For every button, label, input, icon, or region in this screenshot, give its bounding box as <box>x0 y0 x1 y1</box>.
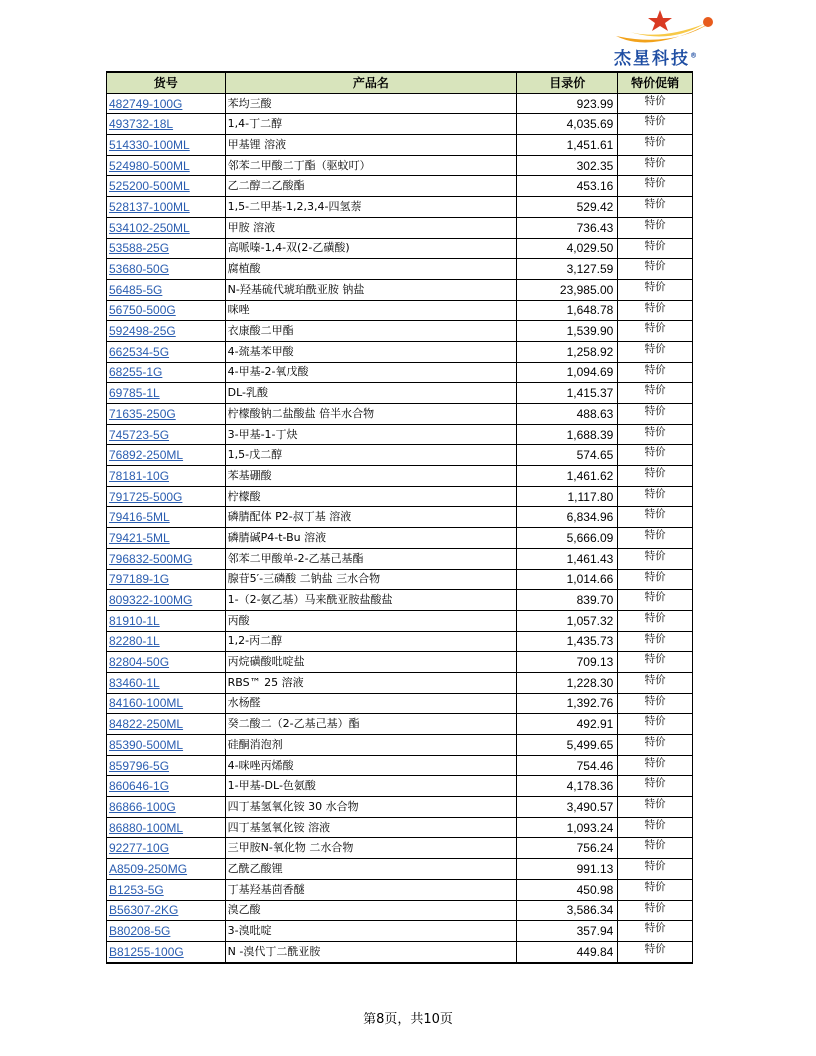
promo-label: 特价 <box>618 362 693 383</box>
table-row <box>107 197 693 218</box>
promo-label: 特价 <box>618 900 693 921</box>
table-row <box>107 135 693 156</box>
table-row <box>107 114 693 135</box>
product-name: 4-巯基苯甲酸 <box>225 341 516 362</box>
table-row <box>107 341 693 362</box>
promo-label: 特价 <box>618 755 693 776</box>
item-number-link[interactable]: 53680-50G <box>107 259 226 280</box>
catalog-price: 1,461.43 <box>517 548 618 569</box>
product-name: 咪唑 <box>225 300 516 321</box>
item-number-link[interactable]: 534102-250ML <box>107 217 226 238</box>
product-name: 乙二醇二乙酸酯 <box>225 176 516 197</box>
table-row <box>107 507 693 528</box>
table-row <box>107 424 693 445</box>
table-row <box>107 797 693 818</box>
item-number-link[interactable]: 86866-100G <box>107 797 226 818</box>
catalog-price: 492.91 <box>517 714 618 735</box>
promo-label: 特价 <box>618 279 693 300</box>
table-row <box>107 941 693 962</box>
item-number-link[interactable]: 79416-5ML <box>107 507 226 528</box>
product-name: 苯均三酸 <box>225 93 516 114</box>
catalog-price: 1,451.61 <box>517 135 618 156</box>
item-number-link[interactable]: 85390-500ML <box>107 735 226 756</box>
promo-label: 特价 <box>618 197 693 218</box>
header-catalog-price: 目录价 <box>517 72 618 93</box>
promo-label: 特价 <box>618 548 693 569</box>
product-name: 溴乙酸 <box>225 900 516 921</box>
table-row <box>107 548 693 569</box>
catalog-price: 453.16 <box>517 176 618 197</box>
product-name: 柠檬酸钠二盐酸盐 倍半水合物 <box>225 404 516 425</box>
catalog-price: 4,178.36 <box>517 776 618 797</box>
product-name: 4-甲基-2-氧戊酸 <box>225 362 516 383</box>
item-number-link[interactable]: 82280-1L <box>107 631 226 652</box>
item-number-link[interactable]: 525200-500ML <box>107 176 226 197</box>
product-name: 磷腈配体 P2-叔丁基 溶液 <box>225 507 516 528</box>
item-number-link[interactable]: 791725-500G <box>107 486 226 507</box>
promo-label: 特价 <box>618 631 693 652</box>
table-row <box>107 817 693 838</box>
table-row <box>107 321 693 342</box>
table-row <box>107 486 693 507</box>
item-number-link[interactable]: 482749-100G <box>107 93 226 114</box>
product-name: 丙酸 <box>225 610 516 631</box>
product-name: 1,5-二甲基-1,2,3,4-四氢萘 <box>225 197 516 218</box>
promo-label: 特价 <box>618 610 693 631</box>
product-name: 1-（2-氨乙基）马来酰亚胺盐酸盐 <box>225 590 516 611</box>
catalog-price: 357.94 <box>517 921 618 942</box>
catalog-price: 1,117.80 <box>517 486 618 507</box>
catalog-price: 1,539.90 <box>517 321 618 342</box>
item-number-link[interactable]: 514330-100ML <box>107 135 226 156</box>
product-name: 衣康酸二甲酯 <box>225 321 516 342</box>
product-name: DL-乳酸 <box>225 383 516 404</box>
promo-label: 特价 <box>618 321 693 342</box>
item-number-link[interactable]: 78181-10G <box>107 466 226 487</box>
promo-label: 特价 <box>618 486 693 507</box>
table-row <box>107 610 693 631</box>
product-name: 柠檬酸 <box>225 486 516 507</box>
item-number-link[interactable]: 592498-25G <box>107 321 226 342</box>
promo-label: 特价 <box>618 404 693 425</box>
header-product-name: 产品名 <box>225 72 516 93</box>
item-number-link[interactable]: 859796-5G <box>107 755 226 776</box>
catalog-price: 5,666.09 <box>517 528 618 549</box>
promo-label: 特价 <box>618 590 693 611</box>
item-number-link[interactable]: 86880-100ML <box>107 817 226 838</box>
product-name: N-羟基硫代琥珀酰亚胺 钠盐 <box>225 279 516 300</box>
promo-label: 特价 <box>618 859 693 880</box>
header-special-promo: 特价促销 <box>618 72 693 93</box>
table-row <box>107 155 693 176</box>
item-number-link[interactable]: 81910-1L <box>107 610 226 631</box>
catalog-price: 1,093.24 <box>517 817 618 838</box>
item-number-link[interactable]: 79421-5ML <box>107 528 226 549</box>
table-row <box>107 755 693 776</box>
table-row <box>107 279 693 300</box>
table-row <box>107 528 693 549</box>
promo-label: 特价 <box>618 114 693 135</box>
catalog-price: 488.63 <box>517 404 618 425</box>
promo-label: 特价 <box>618 507 693 528</box>
product-name: 丙烷磺酸吡啶盐 <box>225 652 516 673</box>
item-number-link[interactable]: 493732-18L <box>107 114 226 135</box>
product-name: N -溴代丁二酰亚胺 <box>225 941 516 962</box>
catalog-price: 574.65 <box>517 445 618 466</box>
catalog-price: 6,834.96 <box>517 507 618 528</box>
table-row <box>107 631 693 652</box>
promo-label: 特价 <box>618 672 693 693</box>
product-name: 腺苷5′-三磷酸 二钠盐 三水合物 <box>225 569 516 590</box>
item-number-link[interactable]: 56485-5G <box>107 279 226 300</box>
promo-label: 特价 <box>618 424 693 445</box>
product-name: 3-甲基-1-丁炔 <box>225 424 516 445</box>
item-number-link[interactable]: 83460-1L <box>107 672 226 693</box>
promo-label: 特价 <box>618 135 693 156</box>
item-number-link[interactable]: 76892-250ML <box>107 445 226 466</box>
catalog-price: 529.42 <box>517 197 618 218</box>
product-name: 磷腈碱P4-t-Bu 溶液 <box>225 528 516 549</box>
catalog-price: 1,392.76 <box>517 693 618 714</box>
table-header-row <box>107 72 693 93</box>
catalog-price: 1,688.39 <box>517 424 618 445</box>
table-row <box>107 859 693 880</box>
item-number-link[interactable]: B81255-100G <box>107 941 226 962</box>
table-row <box>107 693 693 714</box>
item-number-link[interactable]: B80208-5G <box>107 921 226 942</box>
table-row <box>107 93 693 114</box>
product-name: 苯基硼酸 <box>225 466 516 487</box>
promo-label: 特价 <box>618 176 693 197</box>
item-number-link[interactable]: 528137-100ML <box>107 197 226 218</box>
item-number-link[interactable]: 56750-500G <box>107 300 226 321</box>
catalog-price: 4,035.69 <box>517 114 618 135</box>
product-name: 癸二酸二（2-乙基己基）酯 <box>225 714 516 735</box>
catalog-price: 1,648.78 <box>517 300 618 321</box>
catalog-price: 754.46 <box>517 755 618 776</box>
catalog-price: 839.70 <box>517 590 618 611</box>
table-row <box>107 735 693 756</box>
product-name: 腐植酸 <box>225 259 516 280</box>
item-number-link[interactable]: 53588-25G <box>107 238 226 259</box>
catalog-price: 23,985.00 <box>517 279 618 300</box>
promo-label: 特价 <box>618 817 693 838</box>
table-row <box>107 672 693 693</box>
catalog-price: 1,258.92 <box>517 341 618 362</box>
item-number-link[interactable]: 662534-5G <box>107 341 226 362</box>
promo-label: 特价 <box>618 693 693 714</box>
promo-label: 特价 <box>618 238 693 259</box>
catalog-price: 1,415.37 <box>517 383 618 404</box>
item-number-link[interactable]: 860646-1G <box>107 776 226 797</box>
product-name: RBS™ 25 溶液 <box>225 672 516 693</box>
table-row <box>107 900 693 921</box>
table-row <box>107 714 693 735</box>
product-name: 1-甲基-DL-色氨酸 <box>225 776 516 797</box>
product-name: 高哌嗪-1,4-双(2-乙磺酸) <box>225 238 516 259</box>
table-row <box>107 466 693 487</box>
item-number-link[interactable]: 524980-500ML <box>107 155 226 176</box>
product-name: 甲胺 溶液 <box>225 217 516 238</box>
table-row <box>107 776 693 797</box>
table-row <box>107 445 693 466</box>
item-number-link[interactable]: 68255-1G <box>107 362 226 383</box>
header-item-number: 货号 <box>107 72 226 93</box>
catalog-price: 4,029.50 <box>517 238 618 259</box>
product-name: 邻苯二甲酸单-2-乙基己基酯 <box>225 548 516 569</box>
product-name: 邻苯二甲酸二丁酯（驱蚊叮） <box>225 155 516 176</box>
table-row <box>107 383 693 404</box>
item-number-link[interactable]: B56307-2KG <box>107 900 226 921</box>
promo-label: 特价 <box>618 652 693 673</box>
page-number: 第8页，共10页 <box>363 1012 453 1027</box>
promo-label: 特价 <box>618 879 693 900</box>
product-name: 4-咪唑丙烯酸 <box>225 755 516 776</box>
promo-label: 特价 <box>618 776 693 797</box>
promo-label: 特价 <box>618 341 693 362</box>
item-number-link[interactable]: 92277-10G <box>107 838 226 859</box>
item-number-link[interactable]: 809322-100MG <box>107 590 226 611</box>
catalog-price: 1,228.30 <box>517 672 618 693</box>
item-number-link[interactable]: 797189-1G <box>107 569 226 590</box>
product-name: 四丁基氢氧化铵 溶液 <box>225 817 516 838</box>
promo-label: 特价 <box>618 259 693 280</box>
product-name: 1,5-戊二醇 <box>225 445 516 466</box>
product-name: 硅酮消泡剂 <box>225 735 516 756</box>
product-name: 3-溴吡啶 <box>225 921 516 942</box>
catalog-price: 736.43 <box>517 217 618 238</box>
catalog-price: 923.99 <box>517 93 618 114</box>
item-number-link[interactable]: 71635-250G <box>107 404 226 425</box>
item-number-link[interactable]: 796832-500MG <box>107 548 226 569</box>
product-name: 丁基羟基茴香醚 <box>225 879 516 900</box>
catalog-price: 3,586.34 <box>517 900 618 921</box>
product-name: 1,4-丁二醇 <box>225 114 516 135</box>
item-number-link[interactable]: 745723-5G <box>107 424 226 445</box>
table-row <box>107 217 693 238</box>
product-name: 甲基锂 溶液 <box>225 135 516 156</box>
catalog-price: 3,490.57 <box>517 797 618 818</box>
item-number-link[interactable]: 82804-50G <box>107 652 226 673</box>
catalog-price: 991.13 <box>517 859 618 880</box>
table-row <box>107 921 693 942</box>
catalog-price: 1,057.32 <box>517 610 618 631</box>
catalog-price: 756.24 <box>517 838 618 859</box>
promo-label: 特价 <box>618 445 693 466</box>
catalog-price: 1,014.66 <box>517 569 618 590</box>
table-row <box>107 176 693 197</box>
catalog-price: 449.84 <box>517 941 618 962</box>
item-number-link[interactable]: 69785-1L <box>107 383 226 404</box>
promo-label: 特价 <box>618 300 693 321</box>
table-row <box>107 259 693 280</box>
promo-label: 特价 <box>618 735 693 756</box>
promo-label: 特价 <box>618 838 693 859</box>
promo-label: 特价 <box>618 714 693 735</box>
table-row <box>107 652 693 673</box>
promo-label: 特价 <box>618 93 693 114</box>
promo-label: 特价 <box>618 569 693 590</box>
promo-label: 特价 <box>618 797 693 818</box>
catalog-price: 1,094.69 <box>517 362 618 383</box>
item-number-link[interactable]: 84822-250ML <box>107 714 226 735</box>
product-name: 水杨醛 <box>225 693 516 714</box>
promo-label: 特价 <box>618 941 693 962</box>
promo-label: 特价 <box>618 528 693 549</box>
promo-label: 特价 <box>618 921 693 942</box>
item-number-link[interactable]: 84160-100ML <box>107 693 226 714</box>
product-name: 1,2-丙二醇 <box>225 631 516 652</box>
promo-label: 特价 <box>618 217 693 238</box>
product-price-table <box>106 71 693 964</box>
promo-label: 特价 <box>618 155 693 176</box>
catalog-price: 5,499.65 <box>517 735 618 756</box>
catalog-price: 1,435.73 <box>517 631 618 652</box>
promo-label: 特价 <box>618 383 693 404</box>
table-row <box>107 404 693 425</box>
brand-name: 杰星科技® <box>614 49 697 69</box>
catalog-price: 3,127.59 <box>517 259 618 280</box>
table-row <box>107 590 693 611</box>
item-number-link[interactable]: A8509-250MG <box>107 859 226 880</box>
product-name: 四丁基氢氧化铵 30 水合物 <box>225 797 516 818</box>
table-row <box>107 879 693 900</box>
catalog-price: 709.13 <box>517 652 618 673</box>
catalog-price: 302.35 <box>517 155 618 176</box>
table-row <box>107 362 693 383</box>
promo-label: 特价 <box>618 466 693 487</box>
product-name: 乙酰乙酸锂 <box>225 859 516 880</box>
product-name: 三甲胺N-氧化物 二水合物 <box>225 838 516 859</box>
catalog-price: 450.98 <box>517 879 618 900</box>
catalog-price: 1,461.62 <box>517 466 618 487</box>
table-row <box>107 238 693 259</box>
table-row <box>107 838 693 859</box>
table-row <box>107 300 693 321</box>
table-row <box>107 569 693 590</box>
item-number-link[interactable]: B1253-5G <box>107 879 226 900</box>
